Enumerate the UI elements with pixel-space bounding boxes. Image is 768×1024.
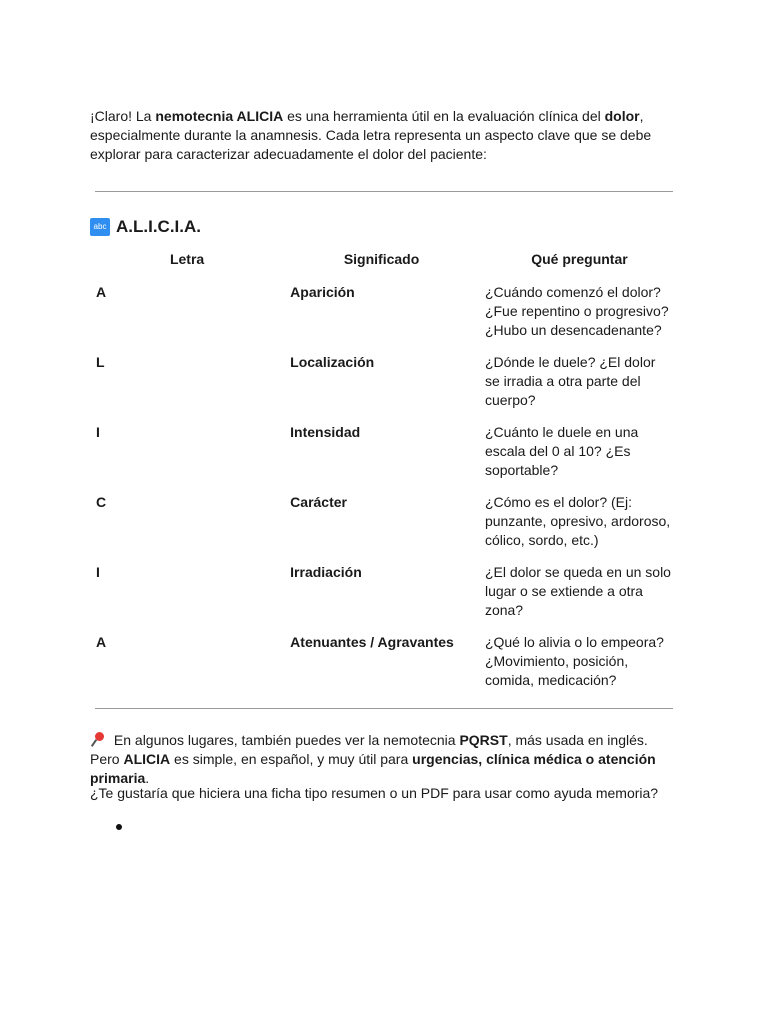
cell-letra: A xyxy=(96,284,107,300)
cell-pregunta: ¿Cuánto le duele en una escala del 0 al 10? ¿Es soportable? xyxy=(484,424,639,478)
section-title: A.L.I.C.I.A. xyxy=(116,217,201,236)
cell-pregunta: ¿Cuándo comenzó el dolor? ¿Fue repentino o progresivo? ¿Hubo un desencadenante? xyxy=(484,284,669,338)
intro-paragraph: ¡Claro! La nemotecnia ALICIA es una herramienta útil en la evaluación clínica del dolor, especialmente durante la anamnesis. Cada letra representa un aspecto clave que se debe explorar para caracterizar adecuadamente el dolor del paciente: xyxy=(90,108,652,162)
pushpin-icon xyxy=(90,731,106,747)
cell-letra: I xyxy=(96,424,100,440)
divider-top xyxy=(95,191,673,192)
follow-up-question: ¿Te gustaría que hiciera una ficha tipo resumen o un PDF para usar como ayuda memoria? xyxy=(90,785,659,801)
table-row xyxy=(90,633,680,703)
section-heading xyxy=(90,216,201,238)
intro-bold-dolor: dolor xyxy=(604,108,640,124)
abc-icon: abc xyxy=(90,218,110,236)
cell-letra: C xyxy=(96,494,107,510)
cell-letra: I xyxy=(96,564,100,580)
cell-pregunta: ¿El dolor se queda en un solo lugar o se extiende a otra zona? xyxy=(484,564,671,618)
intro-bold-nemotecnia: nemotecnia ALICIA xyxy=(155,108,284,124)
table-row xyxy=(90,423,680,493)
cell-letra: L xyxy=(96,354,105,370)
cell-pregunta: ¿Cómo es el dolor? (Ej: punzante, opresivo, ardoroso, cólico, sordo, etc.) xyxy=(484,494,671,548)
empty-list-bullet xyxy=(116,824,122,830)
table-row xyxy=(90,353,680,423)
header-letra: Letra xyxy=(169,251,205,267)
table-row xyxy=(90,563,680,633)
cell-significado: Carácter xyxy=(290,494,347,510)
cell-pregunta: ¿Qué lo alivia o lo empeora? ¿Movimiento, posición, comida, medicación? xyxy=(484,634,664,688)
table-header-row xyxy=(90,250,680,283)
cell-significado: Localización xyxy=(290,354,375,370)
document xyxy=(90,107,680,801)
table-row xyxy=(90,493,680,563)
cell-pregunta: ¿Dónde le duele? ¿El dolor se irradia a otra parte del cuerpo? xyxy=(484,354,656,408)
note-bold-pqrst: PQRST xyxy=(459,732,508,748)
header-que-preguntar: Qué preguntar xyxy=(531,251,628,267)
note-bold-areas: urgencias, clínica médica o atención primaria xyxy=(90,751,656,786)
cell-significado: Aparición xyxy=(290,284,355,300)
divider-bottom xyxy=(95,708,673,709)
cell-letra: A xyxy=(96,634,107,650)
note-paragraph: En algunos lugares, también puedes ver la nemotecnia PQRST, más usada en inglés. Pero ALICIA es simple, en español, y muy útil para urgencias, clínica médica o atención primaria. xyxy=(90,732,656,786)
table-row xyxy=(90,283,680,353)
cell-significado: Irradiación xyxy=(290,564,362,580)
note-bold-alicia: ALICIA xyxy=(123,751,171,767)
cell-significado: Intensidad xyxy=(290,424,361,440)
cell-significado: Atenuantes / Agravantes xyxy=(290,634,454,650)
header-significado: Significado xyxy=(343,251,420,267)
alicia-table xyxy=(90,250,680,703)
